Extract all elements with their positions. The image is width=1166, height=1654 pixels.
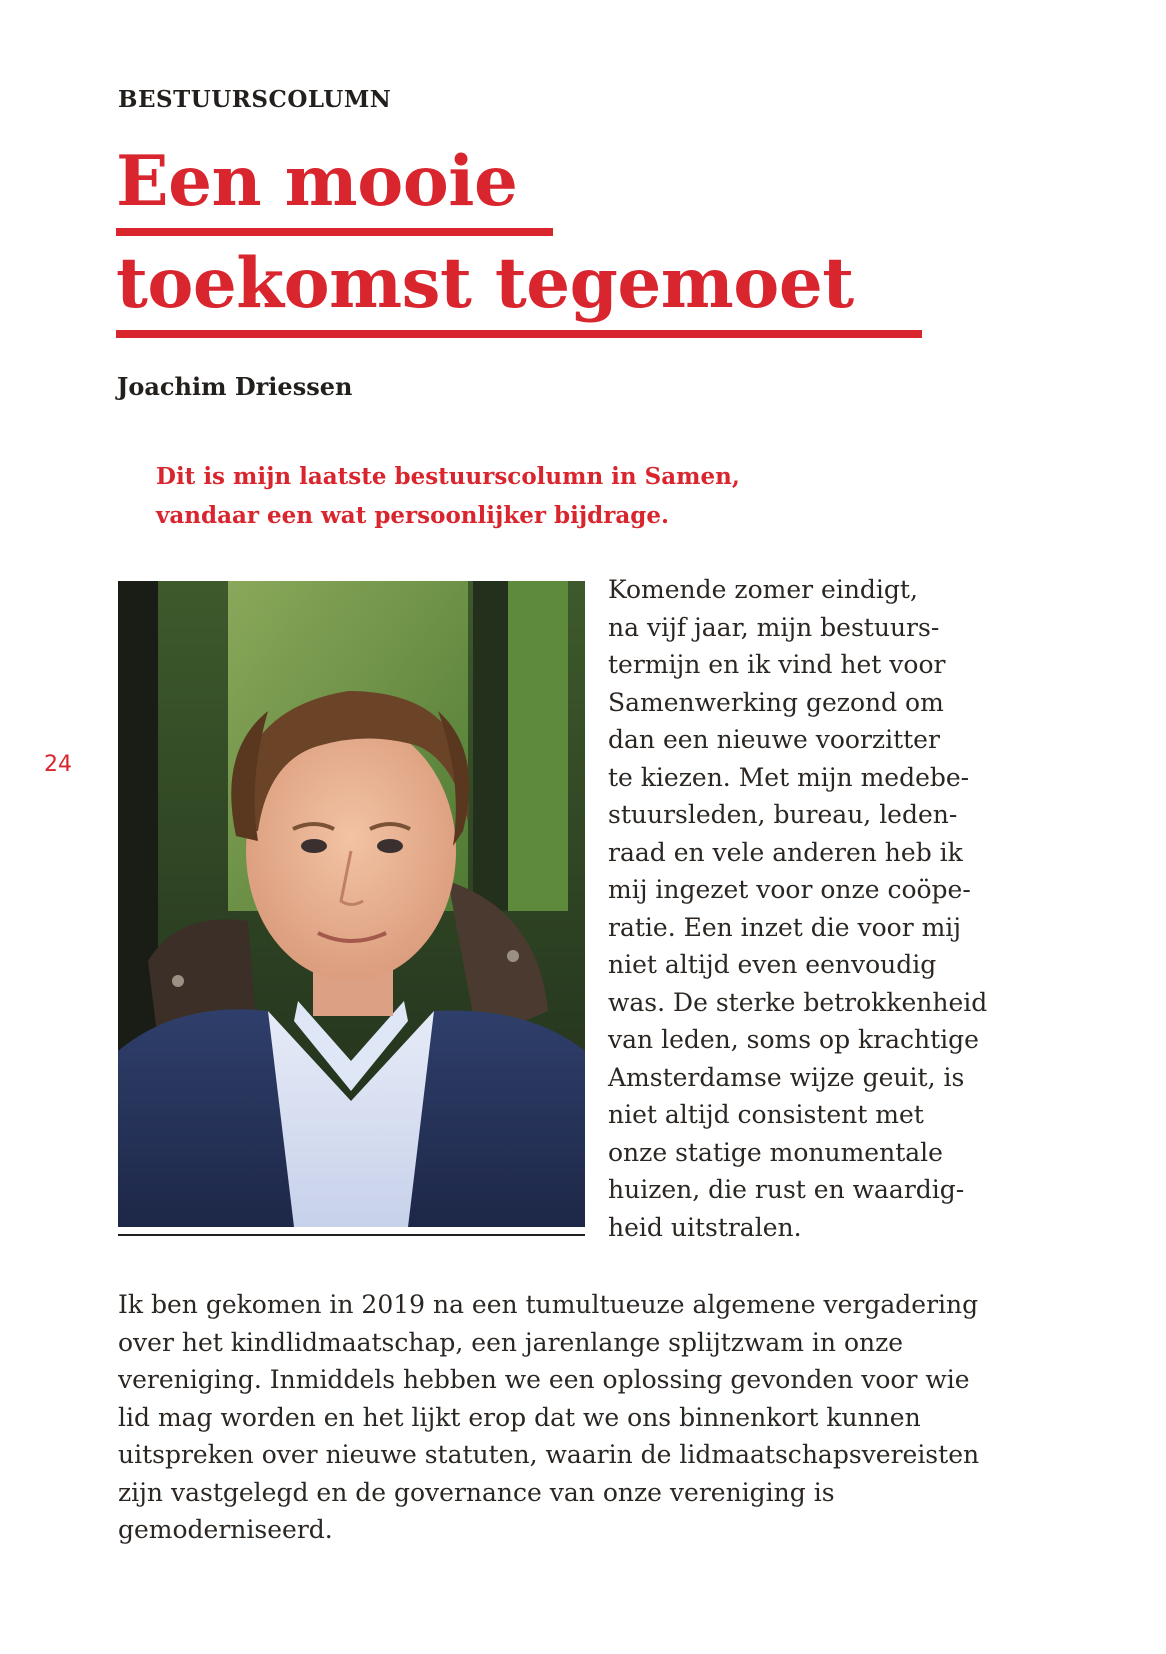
- text-line: zijn vastgelegd en de governance van onze vereniging is: [118, 1477, 835, 1507]
- intro-line: Dit is mijn laatste bestuurscolumn in Samen,: [156, 463, 740, 490]
- text-line: Komende zomer eindigt,: [608, 575, 918, 604]
- text-line: ratie. Een inzet die voor mij: [608, 912, 962, 942]
- text-line: dan een nieuwe voorzitter: [608, 725, 940, 754]
- text-line: termijn en ik vind het voor: [608, 650, 946, 679]
- page-number: 24: [44, 752, 72, 777]
- portrait-photo: [118, 581, 585, 1227]
- text-line: onze statige monumentale: [608, 1137, 943, 1167]
- author-name: Joachim Driessen: [117, 372, 353, 401]
- side-column-text: [608, 571, 1008, 1246]
- article-title-line-1: Een mooie: [116, 142, 553, 236]
- text-line: van leden, soms op krachtige: [608, 1025, 979, 1054]
- text-line: gemoderniseerd.: [118, 1515, 333, 1544]
- text-line: Amsterdamse wijze geuit, is: [608, 1062, 965, 1092]
- text-line: heid uitstralen.: [608, 1212, 802, 1242]
- text-line: over het kindlidmaatschap, een jarenlange splijtzwam in onze: [118, 1327, 904, 1357]
- text-line: na vijf jaar, mijn bestuurs-: [608, 612, 940, 642]
- text-line: stuursleden, bureau, leden-: [608, 800, 958, 829]
- article-title-line-2: toekomst tegemoet: [116, 244, 922, 338]
- text-line: raad en vele anderen heb ik: [608, 837, 963, 867]
- text-line: uitspreken over nieuwe statuten, waarin de lidmaatschapsvereisten: [118, 1440, 980, 1469]
- text-line: lid mag worden en het lijkt erop dat we ons binnenkort kunnen: [118, 1402, 921, 1432]
- text-line: niet altijd consistent met: [608, 1100, 924, 1129]
- body-paragraph: [118, 1286, 1018, 1549]
- section-label: BESTUURSCOLUMN: [118, 86, 392, 113]
- text-line: huizen, die rust en waardig-: [608, 1175, 965, 1204]
- intro-lead: [156, 457, 836, 535]
- text-line: mij ingezet voor onze coöpe-: [608, 875, 971, 904]
- text-line: te kiezen. Met mijn medebe-: [608, 762, 970, 792]
- intro-line: vandaar een wat persoonlijker bijdrage.: [156, 502, 669, 529]
- text-line: Ik ben gekomen in 2019 na een tumultueuze algemene vergadering: [118, 1290, 979, 1319]
- text-line: vereniging. Inmiddels hebben we een oplossing gevonden voor wie: [118, 1365, 970, 1394]
- text-line: niet altijd even eenvoudig: [608, 950, 937, 979]
- text-line: was. De sterke betrokkenheid: [608, 987, 988, 1017]
- photo-divider: [118, 1234, 585, 1236]
- text-line: Samenwerking gezond om: [608, 687, 944, 717]
